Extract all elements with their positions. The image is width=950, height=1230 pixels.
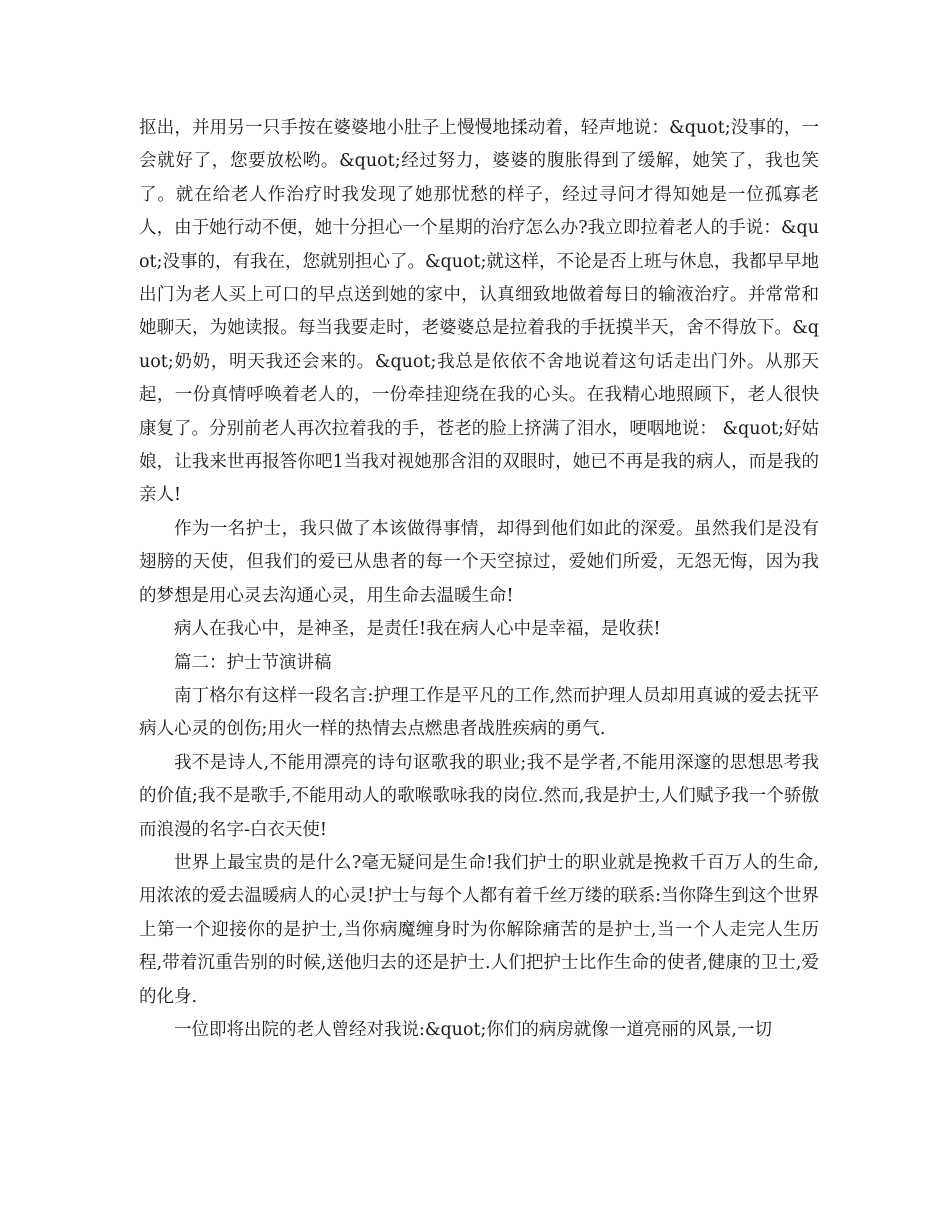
paragraph-patient-in-heart: 病人在我心中，是神圣，是责任!我在病人心中是幸福，是收获!	[174, 619, 661, 640]
document-body	[139, 112, 819, 1047]
section-heading: 篇二：护士节演讲稿	[174, 652, 332, 673]
paragraph-most-precious: 世界上最宝贵的是什么?毫无疑问是生命!我们护士的职业就是挽救千百万人的生命,用浓浓的爱去温暖病人的心灵!护士与每个人都有着千丝万缕的联系:当你降生到这个世界上第一个迎接你的是护士,当你病魔缠身时为你解除痛苦的是护士,当一个人走完人生历程,带着沉重告别的时候,送他归去的还是护士.人们把护士比作生命的使者,健康的卫士,爱的化身.	[139, 852, 819, 1007]
paragraph-nightingale-quote: 南丁格尔有这样一段名言:护理工作是平凡的工作,然而护理人员却用真诚的爱去抚平病人心灵的创伤;用火一样的热情去点燃患者战胜疾病的勇气.	[139, 685, 819, 740]
paragraph-continued: 抠出，并用另一只手按在婆婆地小肚子上慢慢地揉动着，轻声地说：&quot;没事的，一会就好了，您要放松哟。&quot;经过努力，婆婆的腹胀得到了缓解，她笑了，我也笑了。就在给老人作治疗时我发现了她那忧愁的样子，经过寻问才得知她是一位孤寡老人，由于她行动不便，她十分担心一个星期的治疗怎么办?我立即拉着老人的手说：&quot;没事的，有我在，您就别担心了。&quot;就这样，不论是否上班与休息，我都早早地出门为老人买上可口的早点送到她的家中，认真细致地做着每日的输液治疗。并常常和她聊天，为她读报。每当我要走时，老婆婆总是拉着我的手抚摸半天，舍不得放下。&quot;奶奶，明天我还会来的。&quot;我总是依依不舍地说着这句话走出门外。从那天起，一份真情呼唤着老人的，一份牵挂迎绕在我的心头。在我精心地照顾下，老人很快康复了。分别前老人再次拉着我的手，苍老的脸上挤满了泪水，哽咽地说： &quot;好姑娘，让我来世再报答你吧1当我对视她那含泪的双眼时，她已不再是我的病人，而是我的亲人!	[139, 118, 819, 506]
paragraph-nurse-duty: 作为一名护士，我只做了本该做得事情，却得到他们如此的深爱。虽然我们是没有翅膀的天使，但我们的爱已从患者的每一个天空掠过，爱她们所爱，无怨无悔，因为我的梦想是用心灵去沟通心灵，用生命去温暖生命!	[139, 518, 819, 606]
paragraph-not-poet: 我不是诗人,不能用漂亮的诗句讴歌我的职业;我不是学者,不能用深邃的思想思考我的价值;我不是歌手,不能用动人的歌喉歌咏我的岗位.然而,我是护士,人们赋予我一个骄傲而浪漫的名字-白衣天使!	[139, 752, 819, 840]
paragraph-old-patient: 一位即将出院的老人曾经对我说:&quot;你们的病房就像一道亮丽的风景,一切	[174, 1019, 772, 1040]
